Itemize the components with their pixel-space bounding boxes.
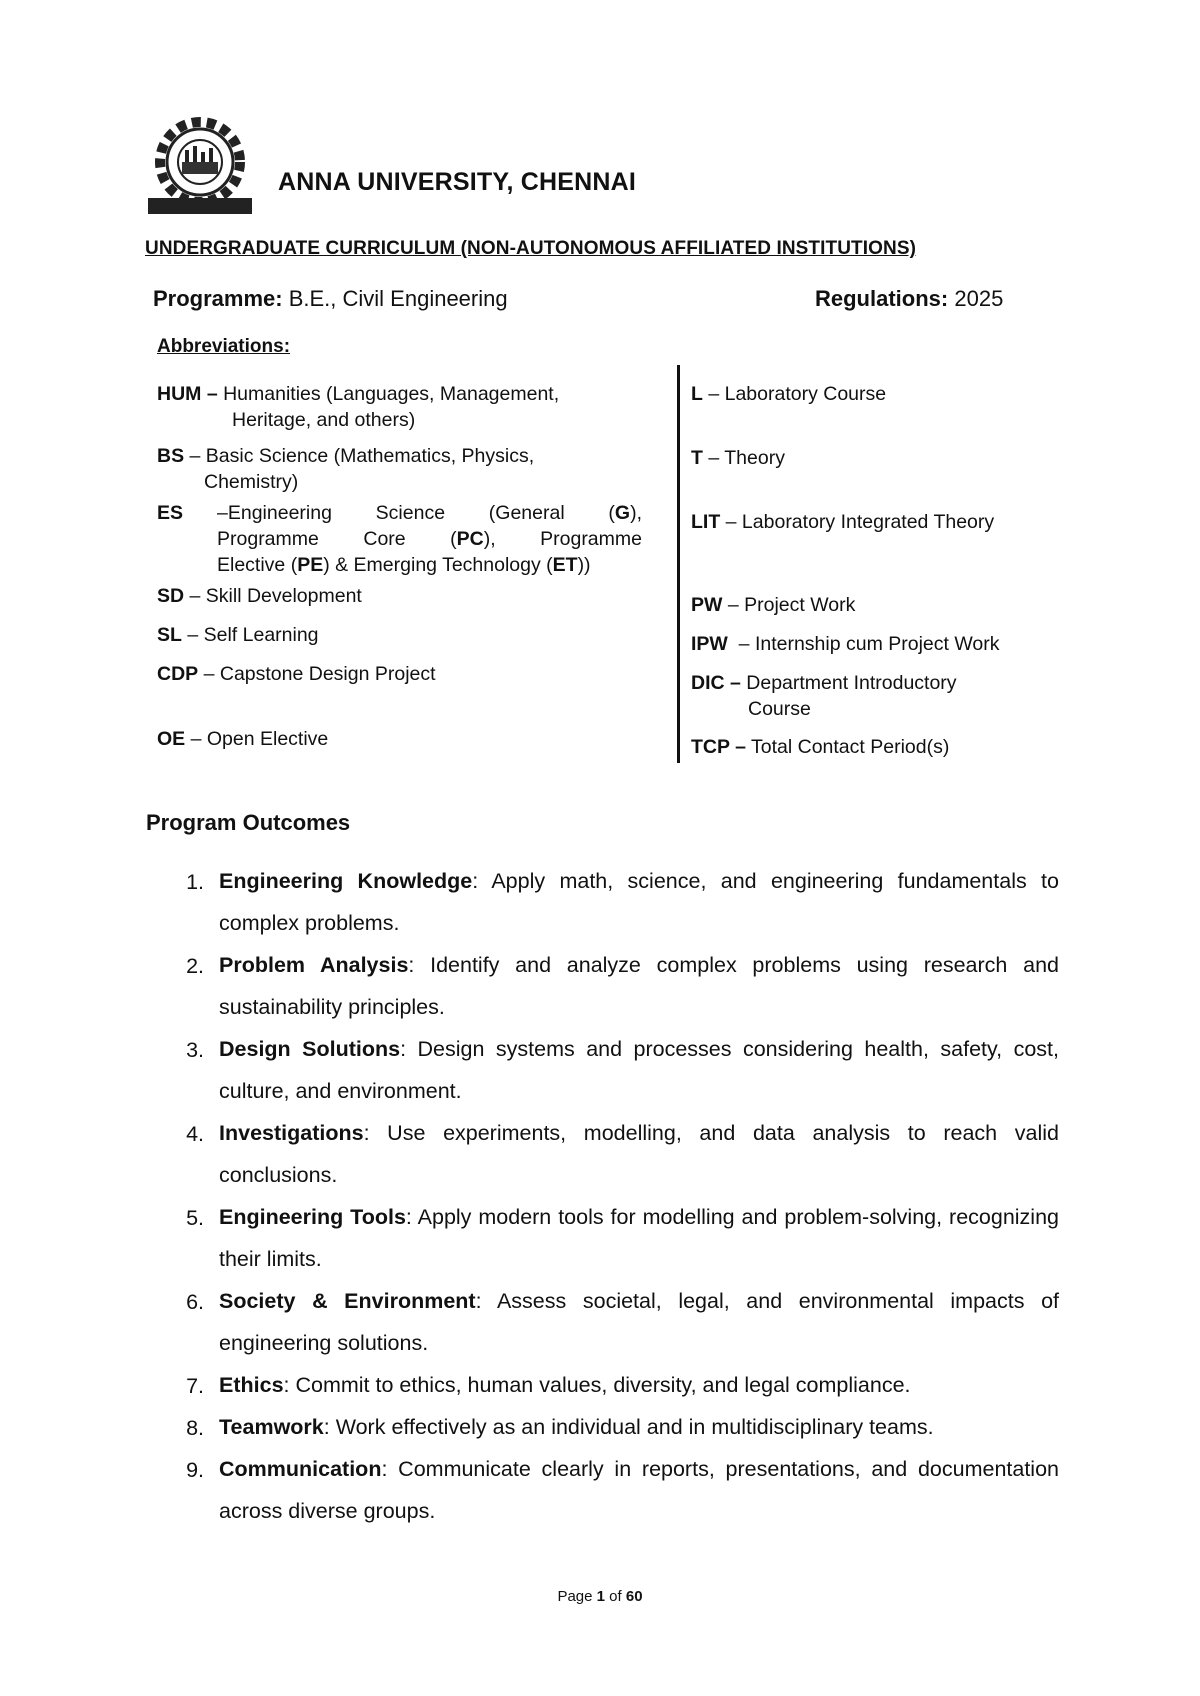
abbr-desc-cont: Course (748, 698, 811, 720)
outcome-item (219, 1364, 1059, 1406)
outcome-number: 9. (186, 1458, 204, 1482)
outcome-title: Communication (219, 1457, 382, 1481)
abbr-desc: – Laboratory Course (708, 383, 887, 405)
outcome-number: 6. (186, 1290, 204, 1314)
abbr-key: IPW (691, 633, 728, 655)
abbr-sl (157, 622, 319, 648)
abbr-desc: – Open Elective (190, 728, 329, 750)
regulations-line (815, 286, 1003, 312)
abbr-desc: – Internship cum Project Work (733, 633, 1000, 655)
abbr-code-pe: PE (297, 554, 324, 576)
abbr-lit (691, 509, 994, 535)
abbr-desc-cont: Heritage, and others) (232, 409, 416, 431)
outcome-number: 8. (186, 1416, 204, 1440)
abbr-es (157, 500, 642, 578)
outcome-item (219, 1448, 1059, 1532)
programme-value: B.E., Civil Engineering (288, 286, 508, 311)
abbr-desc: )) (577, 554, 591, 576)
program-outcomes-heading: Program Outcomes (146, 810, 351, 835)
outcome-number: 1. (186, 870, 204, 894)
abbr-tcp (691, 734, 949, 760)
abbr-key: BS (157, 445, 185, 467)
curriculum-title: UNDERGRADUATE CURRICULUM (NON-AUTONOMOUS AFFILIATED INSTITUTIONS) (145, 238, 917, 259)
abbr-code-g: G (614, 502, 631, 524)
outcome-item (219, 860, 1059, 944)
outcome-item (219, 1028, 1059, 1112)
page-footer (0, 1588, 1200, 1605)
outcome-text: : Apply modern tools for modelling and problem-solving, recognizing their limits. (219, 1205, 1059, 1271)
programme-label: Programme: (153, 286, 283, 311)
abbr-key: L (691, 383, 703, 405)
outcome-text: : Commit to ethics, human values, diversity, and legal compliance. (283, 1373, 911, 1397)
abbr-key: TCP – (691, 736, 746, 758)
programme-line (153, 286, 508, 312)
outcome-item (219, 1280, 1059, 1364)
abbr-desc: – Skill Development (189, 585, 362, 607)
of-label: of (609, 1588, 622, 1605)
abbr-desc: Humanities (Languages, Management, (223, 383, 560, 405)
abbr-desc: ), (630, 502, 642, 524)
abbr-pw (691, 592, 855, 618)
outcome-title: Teamwork (219, 1415, 324, 1439)
outcome-item (219, 1112, 1059, 1196)
abbr-code-et: ET (552, 554, 578, 576)
abbr-key: DIC – (691, 672, 741, 694)
outcome-number: 2. (186, 954, 204, 978)
regulations-label: Regulations: (815, 286, 949, 311)
abbreviations-heading: Abbreviations: (157, 336, 291, 357)
outcome-number: 4. (186, 1122, 204, 1146)
abbr-desc: – Project Work (727, 594, 856, 616)
outcome-text: : Design systems and processes considering health, safety, cost, culture, and environment. (219, 1037, 1059, 1103)
abbr-key: PW (691, 594, 723, 616)
outcome-title: Problem Analysis (219, 953, 409, 977)
outcome-title: Engineering Knowledge (219, 869, 473, 893)
outcome-item (219, 944, 1059, 1028)
abbr-key: SL (157, 624, 182, 646)
abbr-desc: Elective ( (217, 554, 298, 576)
abbr-cdp (157, 661, 436, 687)
abbr-desc: – Theory (708, 447, 785, 469)
outcome-number: 7. (186, 1374, 204, 1398)
abbr-desc: Department Introductory (746, 672, 957, 694)
outcome-title: Society & Environment (219, 1289, 476, 1313)
abbr-desc: ), Programme (483, 528, 642, 550)
abbr-desc-cont: Chemistry) (204, 471, 299, 493)
outcome-title: Engineering Tools (219, 1205, 406, 1229)
abbr-dic (691, 670, 957, 722)
page-label: Page (557, 1588, 593, 1605)
university-logo (144, 110, 256, 218)
outcome-text: : Communicate clearly in reports, presentations, and documentation across diverse groups. (219, 1457, 1059, 1523)
abbr-key: T (691, 447, 703, 469)
abbr-desc: – Self Learning (187, 624, 319, 646)
abbr-key: SD (157, 585, 185, 607)
abbr-key: HUM – (157, 383, 218, 405)
abbr-key: LIT (691, 511, 721, 533)
column-divider (677, 365, 680, 763)
abbr-sd (157, 583, 362, 609)
outcome-text: : Work effectively as an individual and in multidisciplinary teams. (323, 1415, 934, 1439)
outcome-item (219, 1406, 1059, 1448)
outcome-text: : Assess societal, legal, and environmental impacts of engineering solutions. (219, 1289, 1060, 1355)
abbr-key: OE (157, 728, 186, 750)
page-number: 1 (596, 1588, 605, 1605)
university-title: ANNA UNIVERSITY, CHENNAI (278, 168, 637, 196)
outcome-title: Investigations (219, 1121, 364, 1145)
outcome-text: : Identify and analyze complex problems using research and sustainability principles. (219, 953, 1059, 1019)
abbr-desc: – Basic Science (Mathematics, Physics, (189, 445, 535, 467)
abbr-desc: – Laboratory Integrated Theory (725, 511, 995, 533)
outcome-number: 3. (186, 1038, 204, 1062)
abbr-desc: – Capstone Design Project (203, 663, 436, 685)
abbr-desc: ) & Emerging Technology ( (323, 554, 553, 576)
abbr-desc: Programme Core ( (217, 528, 457, 550)
outcome-title: Design Solutions (219, 1037, 401, 1061)
abbr-oe (157, 726, 328, 752)
abbr-desc: Total Contact Period(s) (751, 736, 950, 758)
outcome-number: 5. (186, 1206, 204, 1230)
abbr-code-pc: PC (456, 528, 484, 550)
abbr-key: CDP (157, 663, 199, 685)
outcome-text: : Apply math, science, and engineering fundamentals to complex problems. (219, 869, 1059, 935)
outcome-item (219, 1196, 1059, 1280)
outcome-title: Ethics (219, 1373, 284, 1397)
abbr-bs (157, 443, 534, 495)
abbr-desc: –Engineering Science (General ( (217, 502, 615, 524)
abbr-l (691, 381, 886, 407)
regulations-value: 2025 (954, 286, 1004, 311)
abbr-hum (157, 381, 559, 433)
abbr-key: ES (157, 502, 184, 524)
outcome-text: : Use experiments, modelling, and data analysis to reach valid conclusions. (219, 1121, 1059, 1187)
abbr-t (691, 445, 785, 471)
abbr-ipw (691, 631, 1000, 657)
page-total: 60 (625, 1588, 643, 1605)
